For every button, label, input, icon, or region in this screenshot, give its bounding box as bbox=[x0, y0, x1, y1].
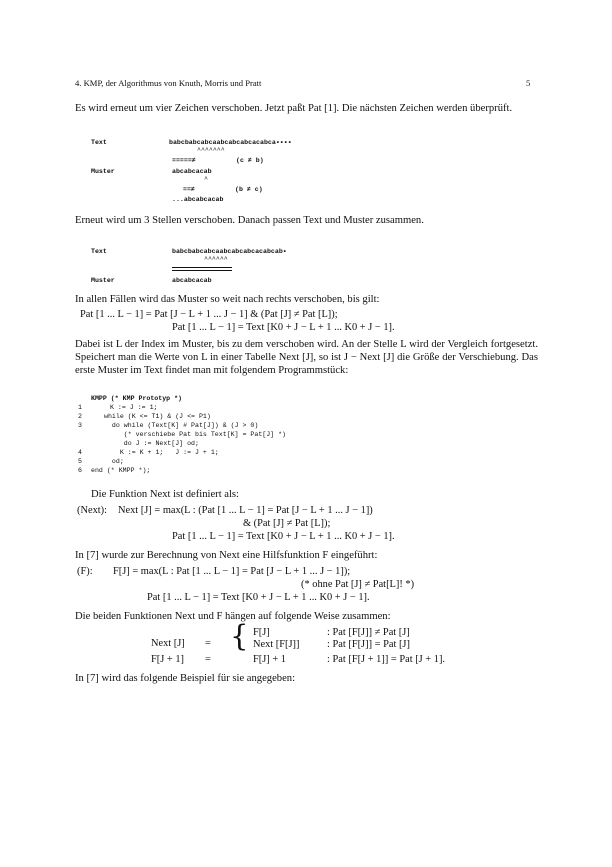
equation-1-line-1: Pat [1 ... L − 1] = Pat [J − L + 1 ... J − 1] & (Pat [J] ≠ Pat [L]); bbox=[80, 309, 338, 320]
code-line-number: 4 bbox=[78, 449, 82, 456]
equation-next-line-2: & (Pat [J] ≠ Pat [L]); bbox=[243, 518, 331, 529]
compare-line-2: ==≠ bbox=[183, 186, 195, 193]
paragraph-5: Die Funktion Next ist definiert als: bbox=[91, 489, 239, 500]
paragraph-2: Erneut wird um 3 Stellen verschoben. Danach passen Text und Muster zusammen. bbox=[75, 215, 424, 226]
text-label: Text bbox=[91, 139, 107, 146]
case-1-condition: : Pat [F[J]] ≠ Pat [J] bbox=[327, 627, 410, 638]
code-header: KMPP (* KMP Prototyp *) bbox=[91, 395, 183, 402]
code-line-number: 6 bbox=[78, 467, 82, 474]
match-marks: ^^^^^^^ bbox=[197, 147, 225, 154]
match-marks: ^^^^^^ bbox=[204, 256, 228, 263]
code-line-number: 3 bbox=[78, 422, 82, 429]
paragraph-4: Dabei ist L der Index im Muster, bis zu dem verschoben wird. An der Stelle L wird der Vergleich fortgesetzt. Speichert man die Werte von L in einer Tabelle Next [J], so ist J − Next [J] die Größe der Verschiebung. Das erste Muster im Text findet man mit folgendem Programmstück: bbox=[75, 339, 538, 377]
code-line: K := J := 1; bbox=[110, 404, 158, 411]
code-line: K := K + 1; J := J + 1; bbox=[104, 449, 219, 456]
equals-sign: = bbox=[205, 654, 211, 665]
case-2-condition: : Pat [F[J]] = Pat [J] bbox=[327, 639, 410, 650]
pattern-label: Muster bbox=[91, 277, 115, 284]
text-label: Text bbox=[91, 248, 107, 255]
code-line: do while (Text[K] # Pat[J]) & (J > 0) bbox=[104, 422, 259, 429]
running-header: 4. KMP, der Algorithmus von Knuth, Morris und Pratt bbox=[75, 78, 262, 88]
code-line: (* verschiebe Pat bis Text[K] = Pat[J] *) bbox=[104, 431, 287, 438]
page-number: 5 bbox=[526, 78, 531, 88]
equation-f-label: (F): bbox=[77, 566, 93, 577]
text-string: babcbabcabcaabcabcabcacabca•••• bbox=[169, 139, 292, 146]
equation-next-line-3: Pat [1 ... L − 1] = Text [K0 + J − L + 1 ... K0 + J − 1]. bbox=[172, 531, 395, 542]
next-lhs: Next [J] bbox=[151, 638, 185, 649]
match-line bbox=[172, 270, 232, 271]
paragraph-3: In allen Fällen wird das Muster so weit nach rechts verschoben, bis gilt: bbox=[75, 294, 380, 305]
code-line-number: 5 bbox=[78, 458, 82, 465]
pattern-string-shifted: ...abcabcacab bbox=[172, 196, 224, 203]
case-1-value: F[J] bbox=[253, 627, 270, 638]
left-brace: { bbox=[230, 619, 249, 653]
mismatch-note-1: (c ≠ b) bbox=[236, 157, 264, 164]
equation-f-line-1: F[J] = max(L : Pat [1 ... L − 1] = Pat [J − L + 1 ... J − 1]); bbox=[113, 566, 351, 577]
equation-f-line-3: Pat [1 ... L − 1] = Text [K0 + J − L + 1 ... K0 + J − 1]. bbox=[147, 592, 370, 603]
code-line: od; bbox=[104, 458, 124, 465]
equation-next-label: (Next): bbox=[77, 505, 108, 516]
f-lhs: F[J + 1] bbox=[151, 654, 184, 665]
match-line bbox=[172, 267, 232, 268]
equation-f-line-2: (* ohne Pat [J] ≠ Pat[L]! *) bbox=[301, 579, 415, 590]
paragraph-8: In [7] wird das folgende Beispiel für sie angegeben: bbox=[75, 673, 296, 684]
equals-sign: = bbox=[205, 638, 211, 649]
paragraph-6: In [7] wurde zur Berechnung von Next eine Hilfsfunktion F eingeführt: bbox=[75, 550, 378, 561]
f-rhs: F[J] + 1 bbox=[253, 654, 286, 665]
f-condition: : Pat [F[J + 1]] = Pat [J + 1]. bbox=[327, 654, 446, 665]
caret-mark: ^ bbox=[204, 176, 208, 183]
code-line-number: 2 bbox=[78, 413, 82, 420]
code-line-number: 1 bbox=[78, 404, 82, 411]
paragraph-1: Es wird erneut um vier Zeichen verschoben. Jetzt paßt Pat [1]. Die nächsten Zeichen werden überprüft. bbox=[75, 103, 513, 114]
code-line: while (K <= T1) & (J <= P1) bbox=[104, 413, 211, 420]
paragraph-7: Die beiden Funktionen Next und F hängen auf folgende Weise zusammen: bbox=[75, 611, 391, 622]
text-string: babcbabcabcaabcabcabcacabcab• bbox=[172, 248, 287, 255]
pattern-string: abcabcacab bbox=[172, 277, 212, 284]
code-line: end (* KMPP *); bbox=[91, 467, 151, 474]
compare-line-1: =====≠ bbox=[172, 157, 196, 164]
pattern-label: Muster bbox=[91, 168, 115, 175]
pattern-string: abcabcacab bbox=[172, 168, 212, 175]
code-line: do J := Next[J] od; bbox=[104, 440, 199, 447]
equation-next-line-1: Next [J] = max(L : (Pat [1 ... L − 1] = Pat [J − L + 1 ... J − 1]) bbox=[118, 505, 373, 516]
case-2-value: Next [F[J]] bbox=[253, 639, 300, 650]
mismatch-note-2: (b ≠ c) bbox=[235, 186, 263, 193]
equation-1-line-2: Pat [1 ... L − 1] = Text [K0 + J − L + 1 ... K0 + J − 1]. bbox=[172, 322, 395, 333]
